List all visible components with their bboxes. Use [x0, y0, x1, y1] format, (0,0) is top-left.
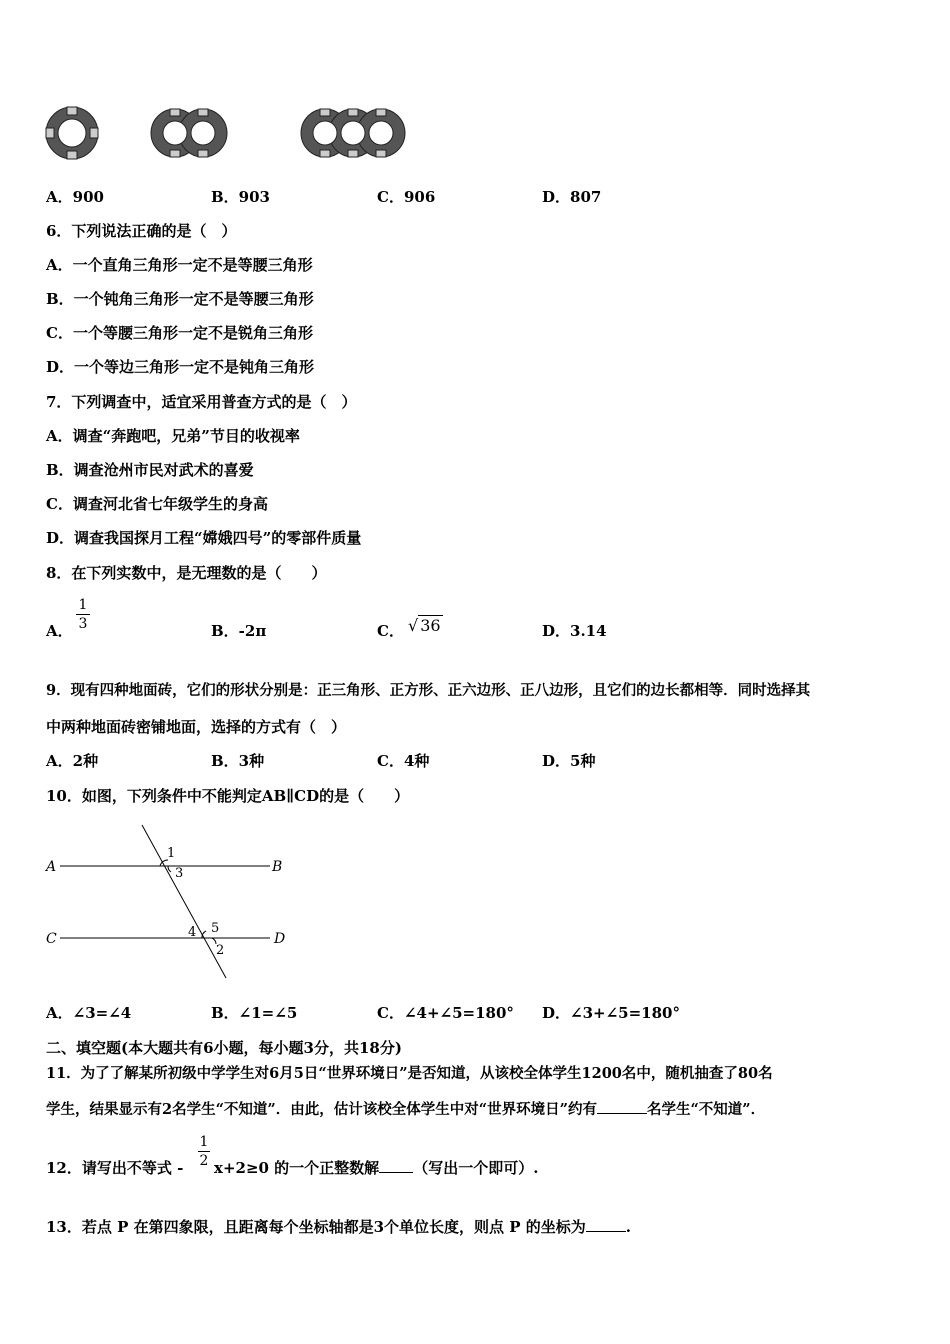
- label-b: B: [272, 859, 283, 875]
- q7-option-a: A．调查“奔跑吧，兄弟”节目的收视率: [46, 427, 300, 445]
- q11-line-2b: 名学生“不知道”．: [646, 1101, 766, 1118]
- q8-fraction-numerator: 1: [78, 597, 88, 613]
- q13-text: [46, 1216, 631, 1237]
- q12-answer-blank[interactable]: [379, 1172, 413, 1173]
- q12-fraction-denominator: 2: [199, 1153, 209, 1169]
- q11-answer-blank[interactable]: [597, 1113, 647, 1114]
- q7-option-d: D．调查我国探月工程“嫦娥四号”的零部件质量: [46, 529, 362, 547]
- q9-option-b: B．3种: [211, 752, 265, 770]
- q5-option-a: A．900: [46, 188, 104, 206]
- q7-option-c: C．调查河北省七年级学生的身高: [46, 495, 268, 513]
- q8-stem: 8．在下列实数中，是无理数的是（ ）: [46, 564, 327, 582]
- q8-fraction-denominator: 3: [78, 616, 88, 632]
- q7-stem: 7．下列调查中，适宜采用普查方式的是（ ）: [46, 393, 357, 411]
- q8-option-a-fraction: [76, 597, 90, 632]
- q8-option-c-radical: [408, 616, 443, 635]
- pattern-1: [46, 107, 98, 159]
- q12-suffix: [214, 1157, 538, 1178]
- angle-2-label: 2: [216, 943, 225, 958]
- q8-option-c-label: C．: [377, 622, 404, 640]
- q10-option-d: D．∠3+∠5=180°: [542, 1004, 680, 1022]
- q6-option-d: D．一个等边三角形一定不是钝角三角形: [46, 358, 315, 376]
- q9-line-2: 中两种地面砖密铺地面，选择的方式有（ ）: [46, 718, 347, 736]
- angle-5-label: 5: [211, 921, 220, 936]
- q13-answer-blank[interactable]: [586, 1231, 626, 1232]
- q8-radicand: 36: [420, 616, 441, 635]
- q8-option-d: D．3.14: [542, 622, 607, 640]
- angle-4-label: 4: [188, 925, 197, 940]
- q12-fraction: [198, 1134, 210, 1169]
- q8-option-b: B．-2π: [211, 622, 267, 640]
- q9-option-c: C．4种: [377, 752, 430, 770]
- q12-suffix-a: x+2≥0 的一个正整数解: [214, 1159, 380, 1177]
- q10-stem: 10．如图，下列条件中不能判定AB∥CD的是（ ）: [46, 787, 410, 805]
- q5-option-c: C．906: [377, 188, 436, 206]
- label-d: D: [274, 931, 286, 947]
- q6-option-b: B．一个钝角三角形一定不是等腰三角形: [46, 290, 314, 308]
- q6-option-c: C．一个等腰三角形一定不是锐角三角形: [46, 324, 313, 342]
- q5-option-d: D．807: [542, 188, 602, 206]
- q12-suffix-b: （写出一个即可）.: [413, 1159, 539, 1177]
- q6-stem: 6．下列说法正确的是（ ）: [46, 222, 237, 240]
- tile-pattern-figure: [40, 100, 420, 170]
- q13-text-a: 13．若点 P 在第四象限，且距离每个坐标轴都是3个单位长度，则点 P 的坐标为: [46, 1218, 586, 1236]
- q7-option-b: B．调查沧州市民对武术的喜爱: [46, 461, 254, 479]
- q10-parallel-lines-figure: [40, 820, 300, 985]
- q5-option-b: B．903: [211, 188, 270, 206]
- q11-line-2a: 学生，结果显示有2名学生“不知道”．由此，估计该校全体学生中对“世界环境日”约有: [46, 1101, 597, 1118]
- fraction-bar: [198, 1151, 210, 1152]
- section-2-heading: 二、填空题(本大题共有6小题，每小题3分，共18分): [46, 1039, 402, 1057]
- angle-3-label: 3: [175, 866, 184, 881]
- angle-arc: [168, 866, 171, 872]
- q12-prefix: 12．请写出不等式 -: [46, 1159, 184, 1177]
- q11-line-1: 11．为了了解某所初级中学学生对6月5日“世界环境日”是否知道，从该校全体学生1200名中，随机抽查了80名: [46, 1065, 773, 1082]
- q9-line-1: 9．现有四种地面砖，它们的形状分别是：正三角形、正方形、正六边形、正八边形，且它们的边长都相等．同时选择其: [46, 682, 811, 699]
- q11-line-2: [46, 1098, 765, 1119]
- q13-text-b: .: [625, 1218, 631, 1236]
- pattern-2: [151, 109, 227, 157]
- transversal: [142, 825, 226, 978]
- sqrt-icon: √: [408, 616, 419, 635]
- pattern-3: [301, 109, 405, 157]
- q10-option-a: A．∠3=∠4: [46, 1004, 132, 1022]
- q10-option-b: B．∠1=∠5: [211, 1004, 298, 1022]
- q10-option-c: C．∠4+∠5=180°: [377, 1004, 514, 1022]
- q9-option-d: D．5种: [542, 752, 596, 770]
- q6-option-a: A．一个直角三角形一定不是等腰三角形: [46, 256, 313, 274]
- q9-option-a: A．2种: [46, 752, 99, 770]
- angle-1-label: 1: [167, 846, 176, 861]
- label-c: C: [46, 931, 57, 947]
- q8-option-a-label: A．: [46, 622, 73, 640]
- fraction-bar: [76, 614, 90, 615]
- q12-fraction-numerator: 1: [199, 1134, 209, 1150]
- label-a: A: [46, 859, 57, 875]
